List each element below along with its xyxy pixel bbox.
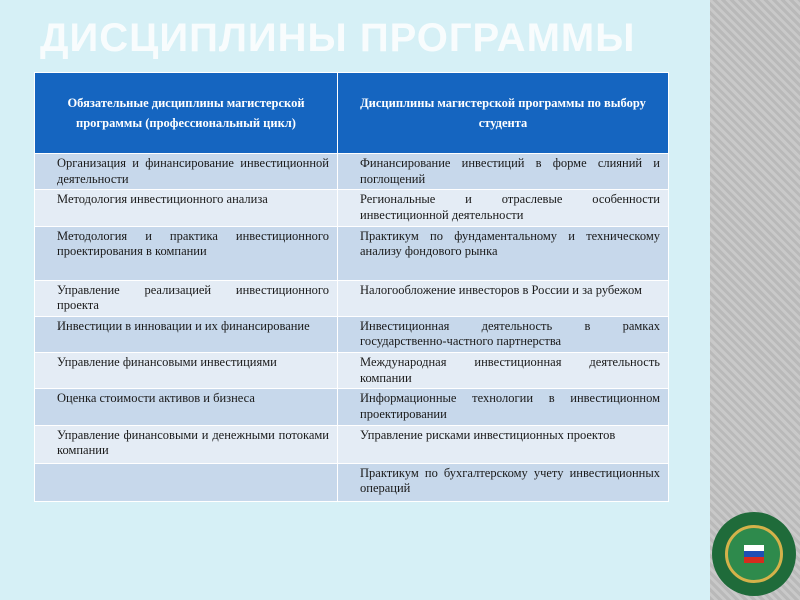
table-row [35,353,669,389]
elective-cell: Практикум по бухгалтерскому учету инвестиционных операций [338,463,669,501]
elective-cell: Финансирование инвестиций в форме слияний и поглощений [338,154,669,190]
russian-flag-icon [744,545,764,563]
table-row [35,425,669,463]
table-row [35,316,669,352]
elective-cell: Информационные технологии в инвестиционном проектировании [338,389,669,425]
elective-cell: Региональные и отраслевые особенности инвестиционной деятельности [338,190,669,226]
table-row [35,154,669,190]
mandatory-cell: Методология и практика инвестиционного проектирования в компании [35,226,338,280]
table-row [35,190,669,226]
table-row [35,280,669,316]
elective-cell: Управление рисками инвестиционных проектов [338,425,669,463]
table-row [35,226,669,280]
table-row [35,389,669,425]
mandatory-cell: Организация и финансирование инвестиционной деятельности [35,154,338,190]
header-elective: Дисциплины магистерской программы по выбору студента [338,73,669,154]
elective-cell: Практикум по фундаментальному и техническому анализу фондового рынка [338,226,669,280]
mandatory-cell: Управление финансовыми инвестициями [35,353,338,389]
table-row [35,463,669,501]
elective-cell: Международная инвестиционная деятельность компании [338,353,669,389]
mandatory-cell: Управление финансовыми и денежными потоками компании [35,425,338,463]
elective-cell: Инвестиционная деятельность в рамках государственно-частного партнерства [338,316,669,352]
university-emblem-icon [712,512,796,596]
decorative-side-strip [710,0,800,600]
header-mandatory: Обязательные дисциплины магистерской программы (профессиональный цикл) [35,73,338,154]
elective-cell: Налогообложение инвесторов в России и за рубежом [338,280,669,316]
mandatory-cell: Оценка стоимости активов и бизнеса [35,389,338,425]
disciplines-table [34,72,669,502]
table-header-row [35,73,669,154]
slide-title: ДИСЦИПЛИНЫ ПРОГРАММЫ [40,16,636,60]
mandatory-cell: Управление реализацией инвестиционного проекта [35,280,338,316]
mandatory-cell [35,463,338,501]
mandatory-cell: Методология инвестиционного анализа [35,190,338,226]
mandatory-cell: Инвестиции в инновации и их финансирование [35,316,338,352]
